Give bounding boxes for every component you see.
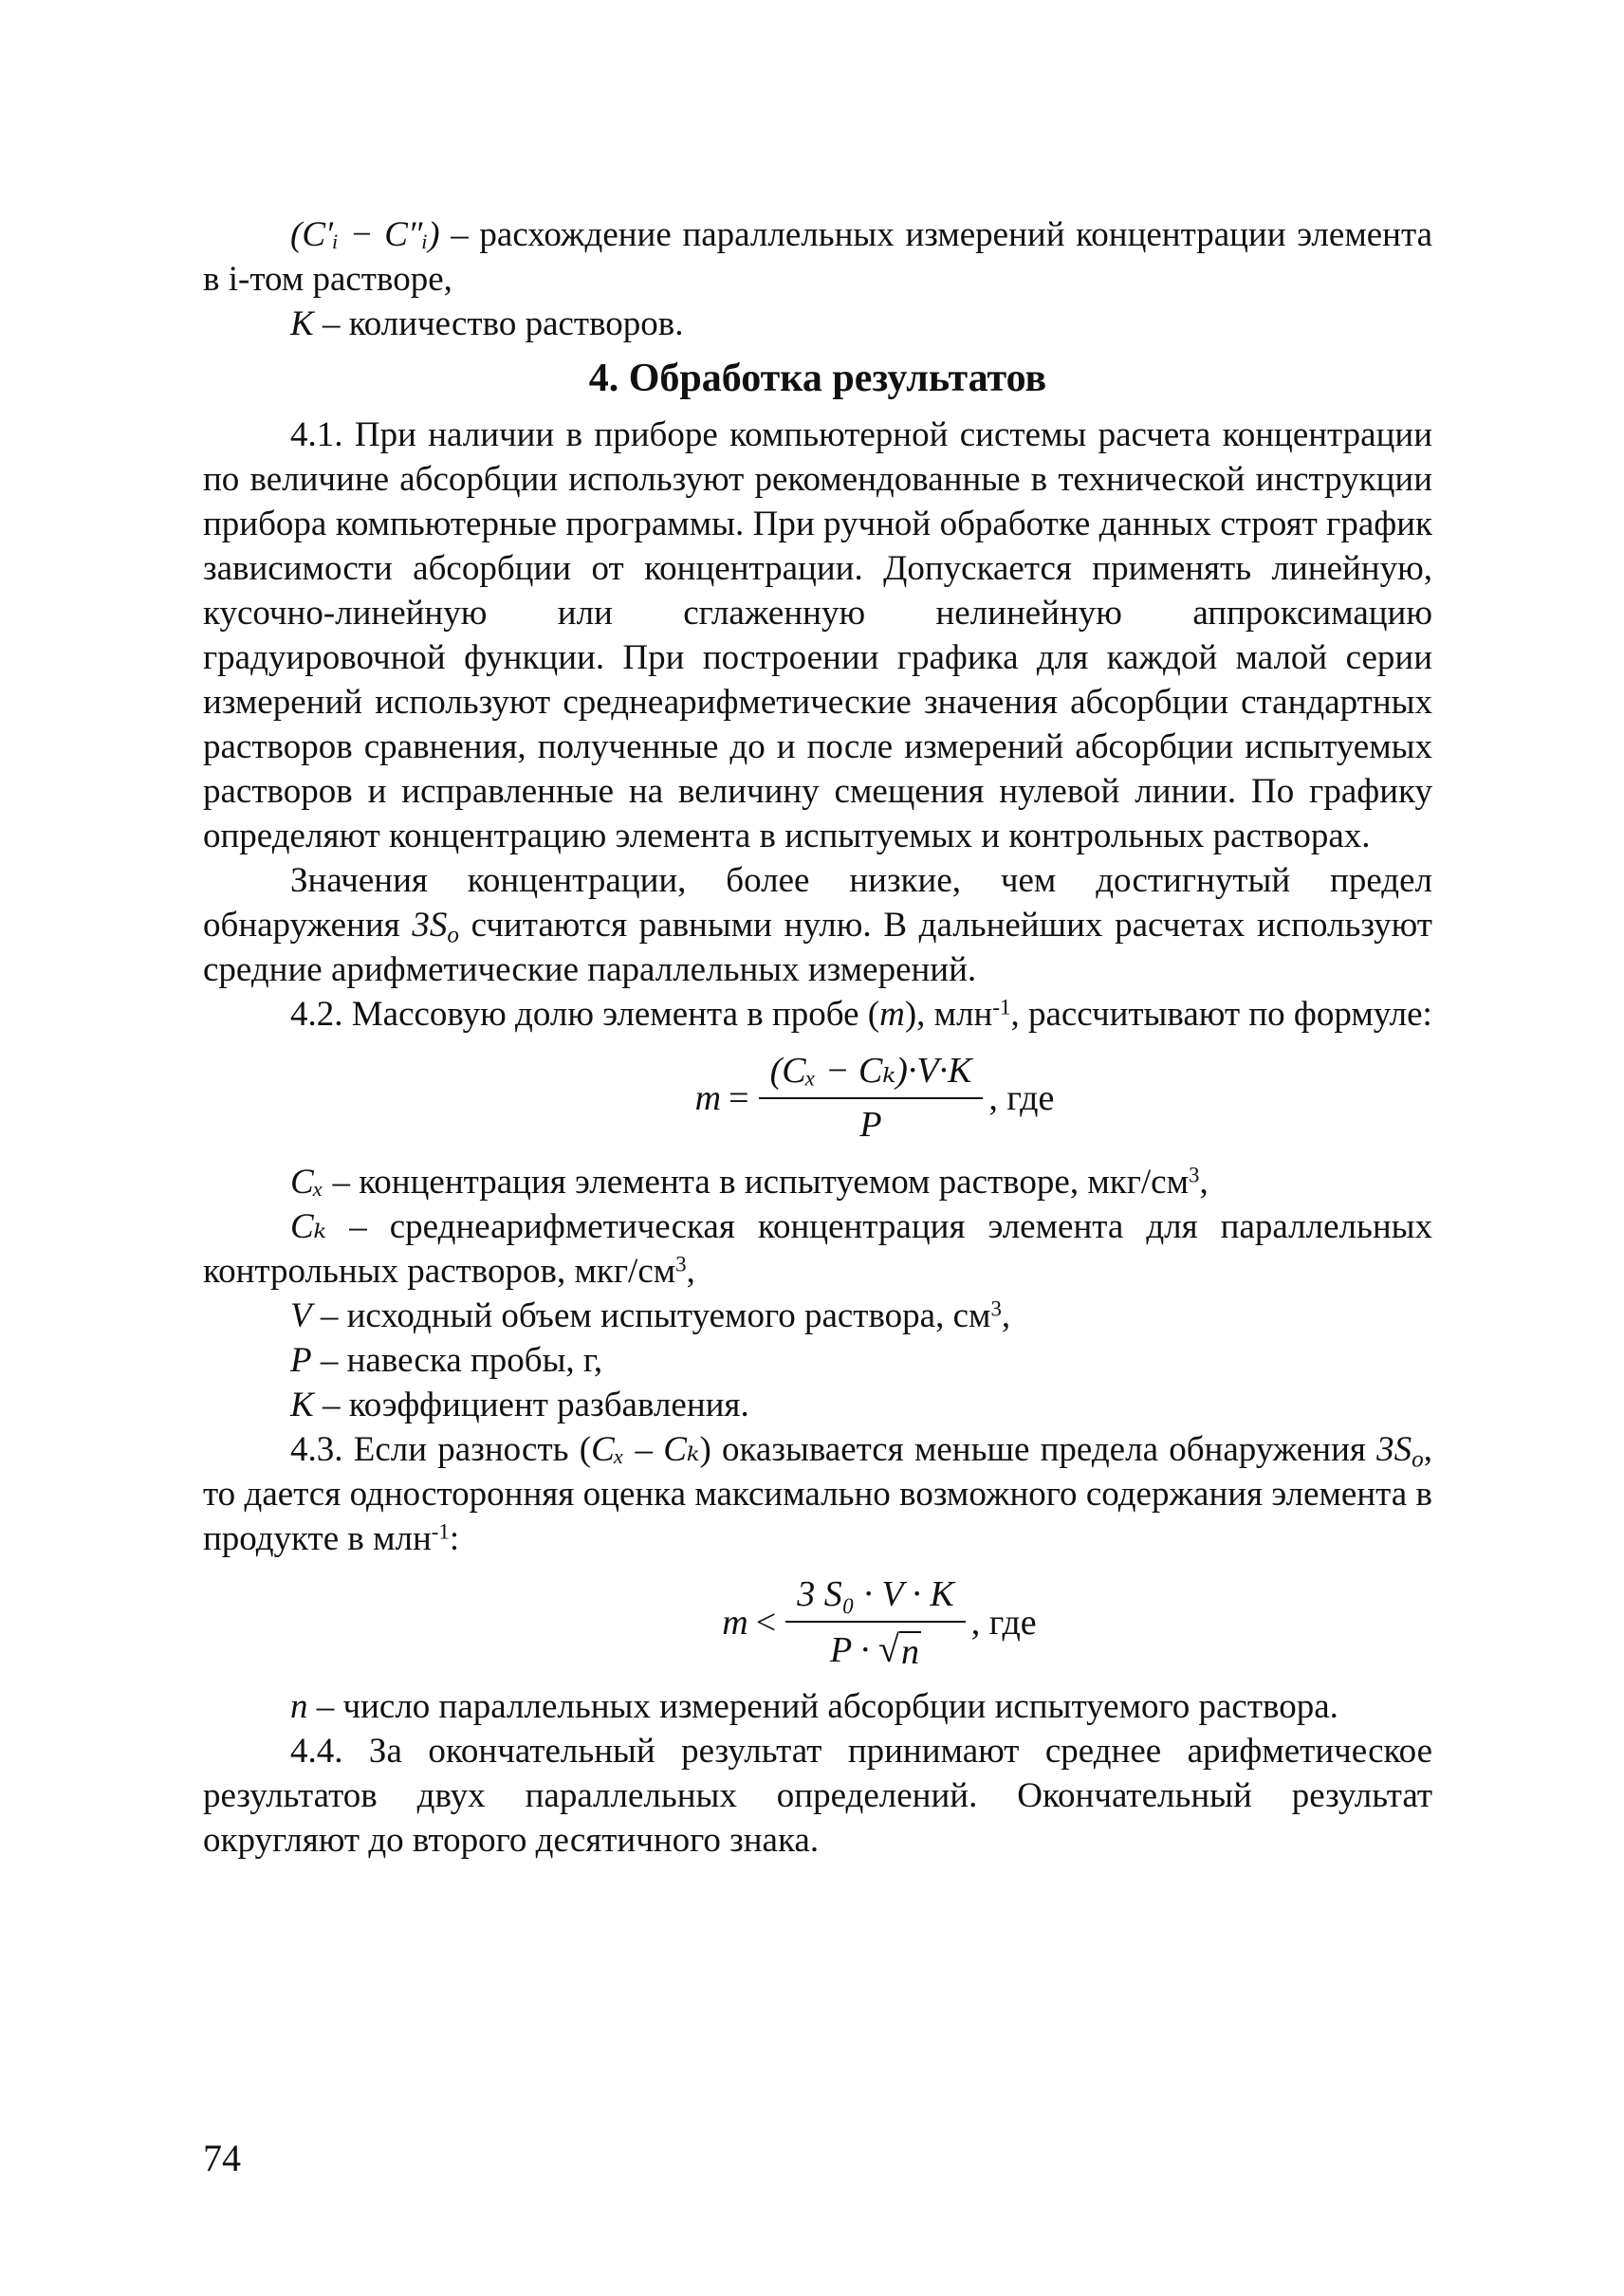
formula1-fraction [759,1049,984,1148]
p41b-3s-sub: o [447,922,459,948]
formula2-numerator: 3 S₀ · V · K [785,1572,966,1623]
def-cx-text: – концентрация элемента в испытуемом растворе, мкг/см [323,1163,1189,1202]
formula2-sqrt [878,1626,921,1671]
p43-text-a: 4.3. Если разность ( [290,1430,592,1469]
formula2-den-p: P · [829,1630,879,1670]
p41b-3s [412,906,459,948]
def-p-symbol: P [290,1341,312,1380]
formula1-denominator: P [859,1105,882,1145]
formula2-sqrt-arg: n [900,1632,919,1672]
formula1-lhs: m [694,1077,722,1118]
paragraph-4-1-detection [203,858,1432,992]
sqrt-radical-icon: √ [878,1627,899,1670]
def-k-coef [203,1383,1432,1427]
p43-3s-sub: o [1412,1446,1424,1473]
def-v-symbol: V [290,1296,312,1335]
formula2-operator: < [755,1602,777,1643]
def-diff [203,212,1432,302]
page-number: 74 [203,2137,241,2179]
p43-text-c: , то дается односторонняя оценка максимально возможного содержания элемента в продукте в млн [203,1430,1432,1558]
p41b-text-a: Значения концентрации, более низкие, чем достигнутый предел обнаружения [203,861,1432,945]
formula2-lhs: m [722,1602,748,1643]
def-diff-text: – расхождение параллельных измерений концентрации элемента в i-том растворе, [203,215,1432,299]
p42-text-a: 4.2. Массовую долю элемента в пробе ( [290,995,880,1034]
paragraph-4-3 [203,1427,1432,1561]
paragraph-4-4: 4.4. За окончательный результат принимают среднее арифметическое результатов двух параллельных определений. Окончательный результат округляют до второго десятичного знака. [203,1732,1432,1860]
p41b-text-b: считаются равными нулю. В дальнейших расчетах используют средние арифметические параллельных измерений. [203,906,1432,989]
def-v [203,1294,1432,1338]
def-diff-symbol: (C′ᵢ − C″ᵢ) [290,215,440,254]
def-cx-tail: , [1199,1163,1209,1202]
def-cx-exp: 3 [1189,1163,1200,1187]
def-cx [203,1160,1432,1204]
p43-exp: -1 [431,1519,450,1544]
def-p-text: – навеска пробы, г, [311,1341,603,1380]
paragraph-4-2 [203,992,1432,1037]
def-v-text: – исходный объем испытуемого раствора, см [311,1296,991,1335]
def-n-symbol: n [290,1687,308,1726]
formula2-fraction [785,1572,966,1673]
p41b-3s-base: 3S [412,906,448,945]
formula1-tail: , где [988,1077,1055,1118]
def-ck-exp: 3 [675,1252,687,1277]
p42-m: m [879,995,905,1034]
section-heading: 4. Обработка результатов [588,357,1047,400]
formula2-denominator [819,1623,932,1673]
def-ck-text: – среднеарифметическая концентрация элемента для параллельных контрольных растворов, мкг/см [203,1207,1432,1291]
def-p [203,1338,1432,1383]
p43-3s-base: 3S [1376,1430,1412,1469]
formula2-tail: , где [970,1602,1037,1643]
p43-diff: Cₓ – Cₖ [591,1430,700,1469]
def-v-exp: 3 [990,1296,1002,1321]
p43-text-d: : [449,1519,460,1558]
def-ck [203,1204,1432,1294]
def-cx-symbol: Cₓ [290,1163,324,1202]
def-k-text: – количество растворов. [313,304,684,343]
def-n-text: – число параллельных измерений абсорбции испытуемого раствора. [307,1687,1338,1726]
def-n [203,1684,1432,1729]
main-text [203,212,1432,1863]
def-k-coef-symbol: K [290,1386,314,1424]
def-k-coef-text: – коэффициент разбавления. [313,1386,749,1424]
p42-exp: -1 [992,995,1011,1019]
paragraph-4-1: 4.1. При наличии в приборе компьютерной системы расчета концентрации по величине абсорбции используют рекомендованные в технической инструкции прибора компьютерные программы. При ручной обработке данных строят график зависимости абсорбции от концентрации. Допускается применять линейную, кусочно-линейную или сглаженную нелинейную аппроксимацию градуировочной функции. При построении графика для каждой малой серии измерений используют среднеарифметические значения абсорбции стандартных растворов сравнения, полученные до и после измерений абсорбции испытуемых растворов и исправленные на величину смещения нулевой линии. По графику определяют концентрацию элемента в испытуемых и контрольных растворах. [203,415,1432,855]
formula-mass-fraction [203,1037,1432,1160]
p43-3s [1376,1430,1424,1473]
p43-text-b: ) оказывается меньше предела обнаружения [699,1430,1377,1469]
p42-text-c: , рассчитывают по формуле: [1010,995,1432,1034]
def-ck-tail: , [686,1252,695,1291]
def-k-count [203,302,1432,346]
def-v-tail: , [1001,1296,1011,1335]
formula-upper-bound [203,1561,1432,1684]
formula1-numerator: (Cₓ − Cₖ)·V·K [759,1049,984,1099]
formula1-operator: = [729,1077,749,1118]
def-k-symbol: K [290,304,314,343]
p42-text-b: ), млн [904,995,993,1034]
def-ck-symbol: Cₖ [290,1207,327,1246]
